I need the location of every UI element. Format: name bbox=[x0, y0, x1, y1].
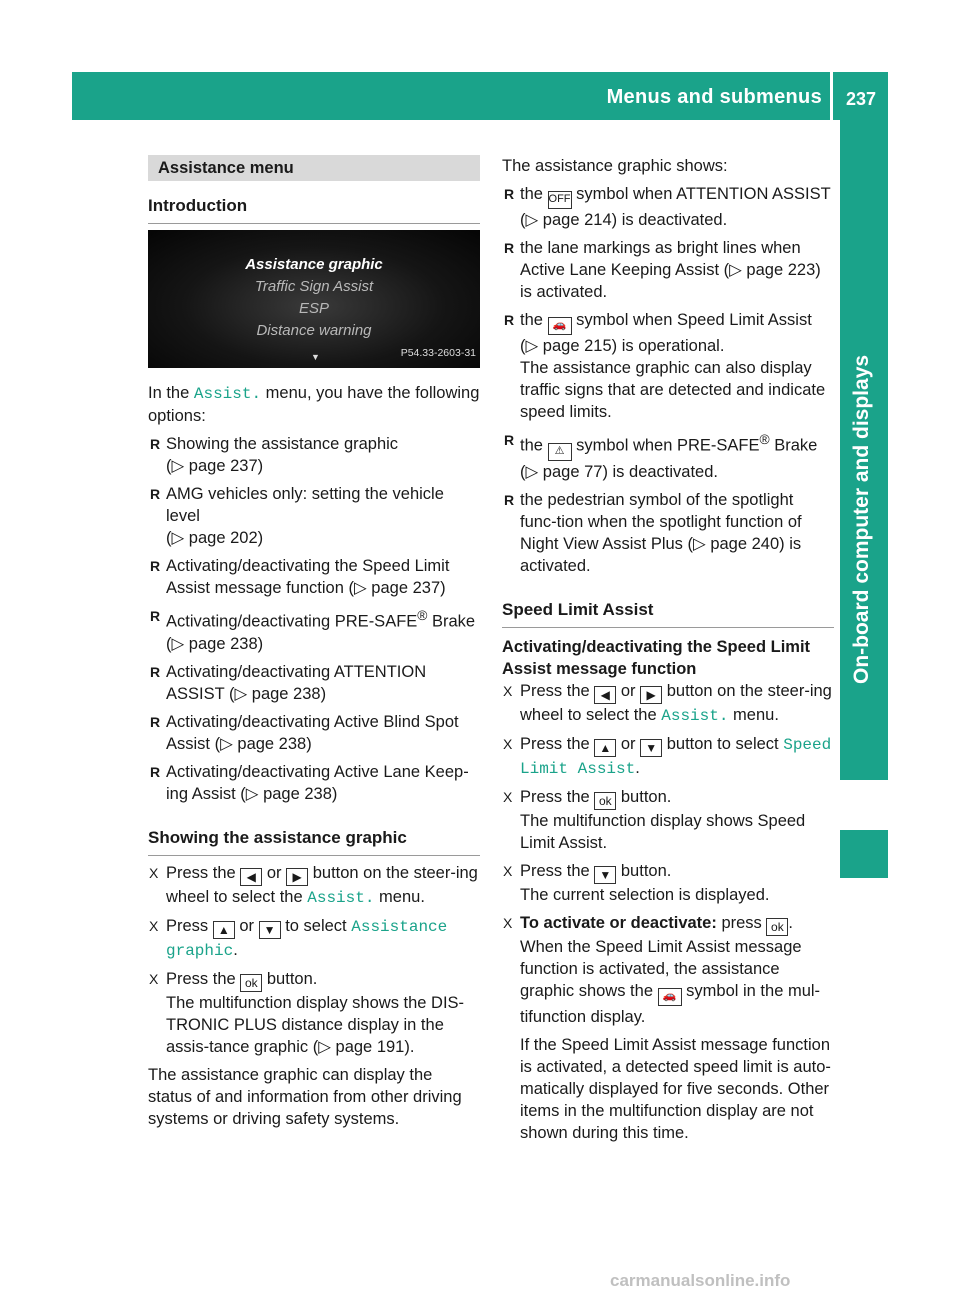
list-item: R the pedestrian symbol of the spotlight func-tion when the spotlight function of Night View Assist Plus (▷ page 240) is activated. bbox=[504, 490, 802, 575]
instruction-step: X Press the ◀ or ▶ button on the steer-ing wheel to select the Assist. menu. bbox=[503, 681, 832, 725]
page-ref-icon: ▷ bbox=[220, 734, 233, 753]
left-arrow-key-icon: ◀ bbox=[240, 868, 262, 886]
page-ref-icon: ▷ bbox=[245, 784, 259, 803]
menu-item-esp: ESP bbox=[298, 300, 329, 317]
list-item: R AMG vehicles only: setting the vehicle level (▷ page 202) bbox=[150, 485, 444, 547]
list-item: R the lane markings as bright lines when Active Lane Keeping Assist (▷ page 223) is activated. bbox=[504, 239, 821, 301]
instruction-step: X Press the ▼ button. The current selection is displayed. bbox=[503, 861, 770, 904]
introduction-heading: Introduction bbox=[148, 195, 480, 224]
page-ref-icon: ▷ bbox=[525, 462, 539, 481]
watermark: carmanualsonline.info bbox=[610, 1271, 791, 1290]
ok-key-icon: ok bbox=[240, 974, 262, 992]
menu-item-distance-warning: Distance warning bbox=[256, 322, 372, 339]
up-arrow-key-icon: ▲ bbox=[213, 921, 235, 939]
menu-item-assistance-graphic: Assistance graphic bbox=[245, 256, 383, 273]
right-arrow-key-icon: ▶ bbox=[640, 686, 662, 704]
activating-heading: Activating/deactivating the Speed Limit Assist message function bbox=[502, 637, 811, 678]
closing-paragraph: The assistance graphic can display the status of and information from other driving systems or driving safety systems. bbox=[148, 1065, 462, 1128]
page-ref-icon: ▷ bbox=[525, 211, 539, 229]
header-bar bbox=[72, 72, 888, 120]
right-column bbox=[502, 155, 834, 1150]
speed-limit-car-icon: 🚗 bbox=[548, 317, 572, 335]
header-title: Menus and submenus bbox=[606, 86, 822, 108]
instruction-step: X To activate or deactivate: press ok . When the Speed Limit Assist message function is activated, the assistance graphic shows the 🚗 symbol in the mul-tifunction display. If the Speed Limit Assist message function is activated, a detected speed limit is auto-matically displayed for five seconds. Other items in the multifunction display are not shown during this time. bbox=[503, 913, 831, 1142]
page-ref-icon: ▷ bbox=[354, 579, 367, 597]
scroll-down-icon: ▼ bbox=[311, 352, 320, 362]
page-ref-icon: ▷ bbox=[693, 534, 706, 553]
side-tab-label: On-board computer and displays bbox=[850, 354, 873, 684]
page-ref-icon: ▷ bbox=[234, 684, 248, 703]
left-column bbox=[148, 155, 480, 1136]
showing-heading: Showing the assistance graphic bbox=[148, 827, 480, 856]
page-ref-icon: ▷ bbox=[729, 261, 742, 279]
down-arrow-key-icon: ▼ bbox=[640, 739, 662, 757]
instruction-step: X Press ▲ or ▼ to select Assistance graphic. bbox=[149, 916, 448, 960]
section-banner: Assistance menu bbox=[148, 155, 480, 181]
page-ref-icon: ▷ bbox=[525, 337, 539, 355]
page-ref-icon: ▷ bbox=[171, 634, 185, 653]
speed-limit-car-icon: 🚗 bbox=[658, 988, 682, 1006]
instruction-step: X Press the ▲ or ▼ button to select Speed Limit Assist. bbox=[503, 734, 832, 778]
side-tab-block bbox=[840, 830, 888, 878]
instruction-step: X Press the ◀ or ▶ button on the steer-ing wheel to select the Assist. menu. bbox=[149, 863, 478, 907]
list-item: R Activating/deactivating PRE-SAFE® Brake (▷ page 238) bbox=[150, 608, 476, 653]
page-ref-icon: ▷ bbox=[171, 529, 185, 547]
list-item: R Activating/deactivating ATTENTION ASSIST (▷ page 238) bbox=[150, 662, 427, 703]
down-arrow-key-icon: ▼ bbox=[259, 921, 281, 939]
page-number: 237 bbox=[845, 89, 876, 109]
attention-assist-off-icon: OFF bbox=[548, 191, 572, 209]
right-arrow-key-icon: ▶ bbox=[286, 868, 308, 886]
list-item: R the OFF symbol when ATTENTION ASSIST (▷ page 214) is deactivated. bbox=[504, 185, 831, 229]
up-arrow-key-icon: ▲ bbox=[594, 739, 616, 757]
list-item: R the 🚗 symbol when Speed Limit Assist (▷ page 215) is operational. The assistance graphic can also display traffic signs that are detected and indicate speed limits. bbox=[504, 311, 826, 421]
down-arrow-key-icon: ▼ bbox=[594, 866, 616, 884]
page-ref-icon: ▷ bbox=[318, 1037, 331, 1056]
list-item: R Showing the assistance graphic (▷ page 237) bbox=[150, 435, 399, 475]
header-separator bbox=[830, 72, 833, 120]
left-arrow-key-icon: ◀ bbox=[594, 686, 616, 704]
list-item: R the ⚠ symbol when PRE-SAFE® Brake (▷ page 77) is deactivated. bbox=[504, 432, 818, 481]
page-ref-icon: ▷ bbox=[171, 457, 185, 475]
figure-reference: P54.33-2603-31 bbox=[400, 347, 476, 359]
shows-intro: The assistance graphic shows: bbox=[502, 157, 728, 175]
ok-key-icon: ok bbox=[594, 792, 616, 810]
list-item: R Activating/deactivating Active Lane Keep-ing Assist (▷ page 238) bbox=[150, 762, 469, 803]
list-item: R Activating/deactivating the Speed Limit Assist message function (▷ page 237) bbox=[150, 557, 450, 597]
instruction-step: X Press the ok button. The multifunction display shows the DIS-TRONIC PLUS distance display in the assis-tance graphic (▷ page 191). bbox=[149, 969, 465, 1056]
intro-paragraph: In the Assist. menu, you have the following options: bbox=[148, 384, 480, 425]
speed-limit-assist-heading: Speed Limit Assist bbox=[502, 599, 834, 628]
display-screenshot bbox=[148, 230, 480, 368]
list-item: R Activating/deactivating Active Blind Spot Assist (▷ page 238) bbox=[150, 712, 459, 753]
pre-safe-off-icon: ⚠ bbox=[548, 443, 572, 461]
instruction-step: X Press the ok button. The multifunction display shows Speed Limit Assist. bbox=[503, 787, 806, 852]
menu-item-traffic-sign-assist: Traffic Sign Assist bbox=[254, 278, 374, 295]
ok-key-icon: ok bbox=[766, 918, 788, 936]
